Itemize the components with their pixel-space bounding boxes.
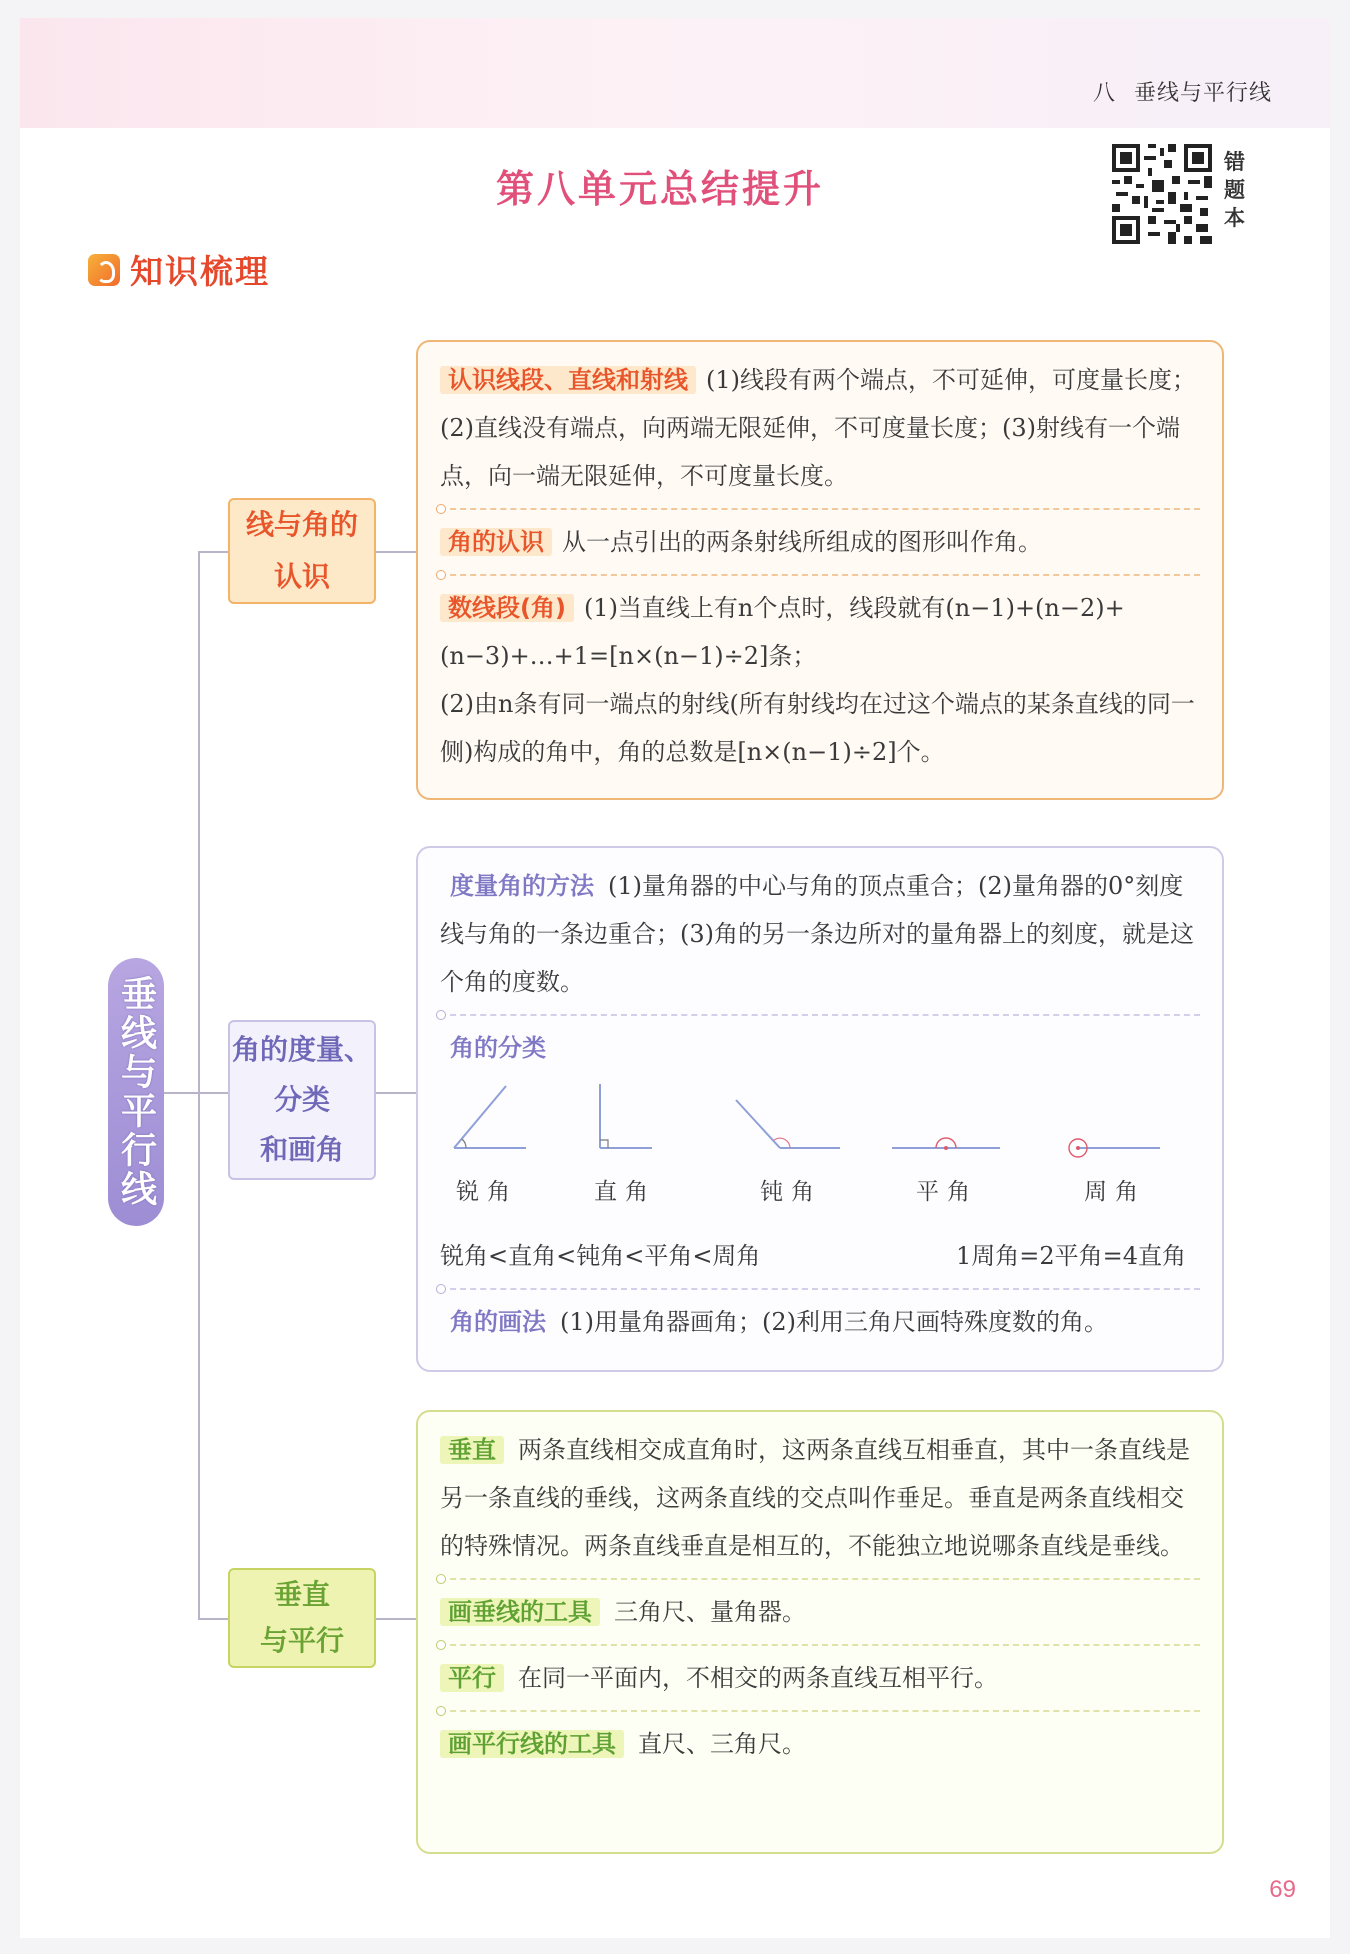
branch-node-angle-measure <box>228 1020 376 1180</box>
box-1-connector <box>376 551 416 553</box>
branch-1-connector <box>198 551 228 553</box>
item-parallel-tools <box>440 1720 1200 1768</box>
straight-angle-icon <box>888 1072 1038 1172</box>
keyword: 画垂线的工具 <box>440 1598 600 1626</box>
keyword: 度量角的方法 <box>450 872 594 900</box>
page-title: 第八单元总结提升 <box>495 167 824 211</box>
dashed-divider <box>440 574 1200 576</box>
page-number: 69 <box>1269 1876 1296 1903</box>
item-text: (1)线段有两个端点，不可延伸，可度量长度；(2)直线没有端点，向两端无限延伸，不可度量长度；(3)射线有一个端点，向一端无限延伸，不可度量长度。 <box>440 366 1196 490</box>
item-perpendicular-tools <box>440 1588 1200 1636</box>
header-band <box>20 18 1330 128</box>
chapter-header <box>1093 76 1272 107</box>
chapter-title: 垂线与平行线 <box>1133 81 1272 106</box>
box-3-connector <box>376 1618 416 1620</box>
dashed-divider <box>440 1014 1200 1016</box>
tree-trunk-line <box>198 551 200 1619</box>
keyword: 角的画法 <box>450 1308 546 1336</box>
keyword: 平行 <box>440 1664 504 1692</box>
angle-comparison <box>440 1232 1200 1280</box>
obtuse-angle-icon <box>732 1072 882 1172</box>
dashed-divider <box>440 1644 1200 1646</box>
dashed-divider <box>440 1710 1200 1712</box>
angle-diagrams <box>440 1072 1200 1232</box>
angle-label: 直角 <box>594 1179 656 1205</box>
item-angle-definition <box>440 518 1200 566</box>
branch-3-label-2: 与平行 <box>259 1624 344 1657</box>
branch-1-label-2: 认识 <box>273 560 330 593</box>
full-angle <box>1056 1072 1206 1222</box>
branch-1-label-1: 线与角的 <box>245 508 358 541</box>
angle-relation: 1周角=2平角=4直角 <box>955 1242 1186 1270</box>
angle-label: 锐角 <box>456 1179 518 1205</box>
textbook-page <box>20 18 1330 1938</box>
item-count-segments <box>440 584 1200 776</box>
keyword: 角的分类 <box>450 1034 546 1062</box>
angle-order: 锐角<直角<钝角<平角<周角 <box>440 1242 761 1270</box>
section-title-text: 知识梳理 <box>130 252 270 291</box>
item-text: 直尺、三角尺。 <box>638 1730 806 1758</box>
item-measure-method <box>440 862 1200 1006</box>
content-box-lines-angles <box>416 340 1224 800</box>
item-text: (1)量角器的中心与角的顶点重合；(2)量角器的0°刻度线与角的一条边重合；(3)角的另一条边所对的量角器上的刻度，就是这个角的度数。 <box>440 872 1194 996</box>
branch-3-connector <box>198 1618 228 1620</box>
section-title <box>88 246 270 293</box>
item-draw-angle <box>440 1298 1200 1346</box>
item-text: 在同一平面内，不相交的两条直线互相平行。 <box>518 1664 998 1692</box>
branch-2-connector <box>198 1092 228 1094</box>
angle-label: 钝角 <box>760 1179 822 1205</box>
keyword: 画平行线的工具 <box>440 1730 624 1758</box>
knowledge-badge-icon <box>88 254 120 286</box>
angle-label: 周角 <box>1084 1179 1146 1205</box>
box-2-connector <box>376 1092 416 1094</box>
branch-2-label-1: 角的度量、 <box>231 1033 372 1066</box>
item-lines-rays <box>440 356 1200 500</box>
branch-2-label-2: 分类 <box>273 1083 330 1116</box>
keyword: 角的认识 <box>440 528 552 556</box>
keyword: 垂直 <box>440 1436 504 1464</box>
keyword: 认识线段、直线和射线 <box>440 366 696 394</box>
full-angle-icon <box>1056 1072 1206 1172</box>
content-box-perpendicular-parallel <box>416 1410 1224 1854</box>
root-node <box>108 958 164 1226</box>
keyword: 数线段(角) <box>440 594 574 622</box>
straight-angle <box>888 1072 1038 1222</box>
item-text-2: (2)由n条有同一端点的射线(所有射线均在过这个端点的某条直线的同一侧)构成的角中，角的总数是[n×(n−1)÷2]个。 <box>440 690 1195 766</box>
dashed-divider <box>440 508 1200 510</box>
chapter-number: 八 <box>1092 81 1116 106</box>
root-label: 垂线与平行线 <box>115 975 157 1209</box>
qr-code-icon[interactable] <box>1112 144 1212 244</box>
item-angle-classification <box>440 1024 1200 1280</box>
branch-3-label-1: 垂直 <box>273 1578 330 1611</box>
branch-2-label-3: 和画角 <box>259 1133 344 1166</box>
content-box-angle-measure <box>416 846 1224 1372</box>
dashed-divider <box>440 1578 1200 1580</box>
obtuse-angle <box>732 1072 882 1222</box>
item-perpendicular <box>440 1426 1200 1570</box>
item-parallel <box>440 1654 1200 1702</box>
item-text: 两条直线相交成直角时，这两条直线互相垂直，其中一条直线是另一条直线的垂线，这两条直线的交点叫作垂足。垂直是两条直线相交的特殊情况。两条直线垂直是相互的，不能独立地说哪条直线是垂线。 <box>440 1436 1190 1560</box>
angle-label: 平角 <box>916 1179 978 1205</box>
branch-node-lines-angles <box>228 498 376 604</box>
root-connector-line <box>164 1092 198 1094</box>
item-text: (1)用量角器画角；(2)利用三角尺画特殊度数的角。 <box>560 1308 1108 1336</box>
item-text: (1)当直线上有n个点时，线段就有(n−1)+(n−2)+(n−3)+…+1=[n×(n−1)÷2]条； <box>440 594 1125 670</box>
item-text: 从一点引出的两条射线所组成的图形叫作角。 <box>562 528 1042 556</box>
branch-node-perpendicular-parallel <box>228 1568 376 1668</box>
right-angle-icon <box>588 1072 738 1172</box>
item-text: 三角尺、量角器。 <box>614 1598 806 1626</box>
qr-label: 错题本 <box>1224 150 1245 230</box>
dashed-divider <box>440 1288 1200 1290</box>
acute-angle-icon <box>440 1072 590 1172</box>
